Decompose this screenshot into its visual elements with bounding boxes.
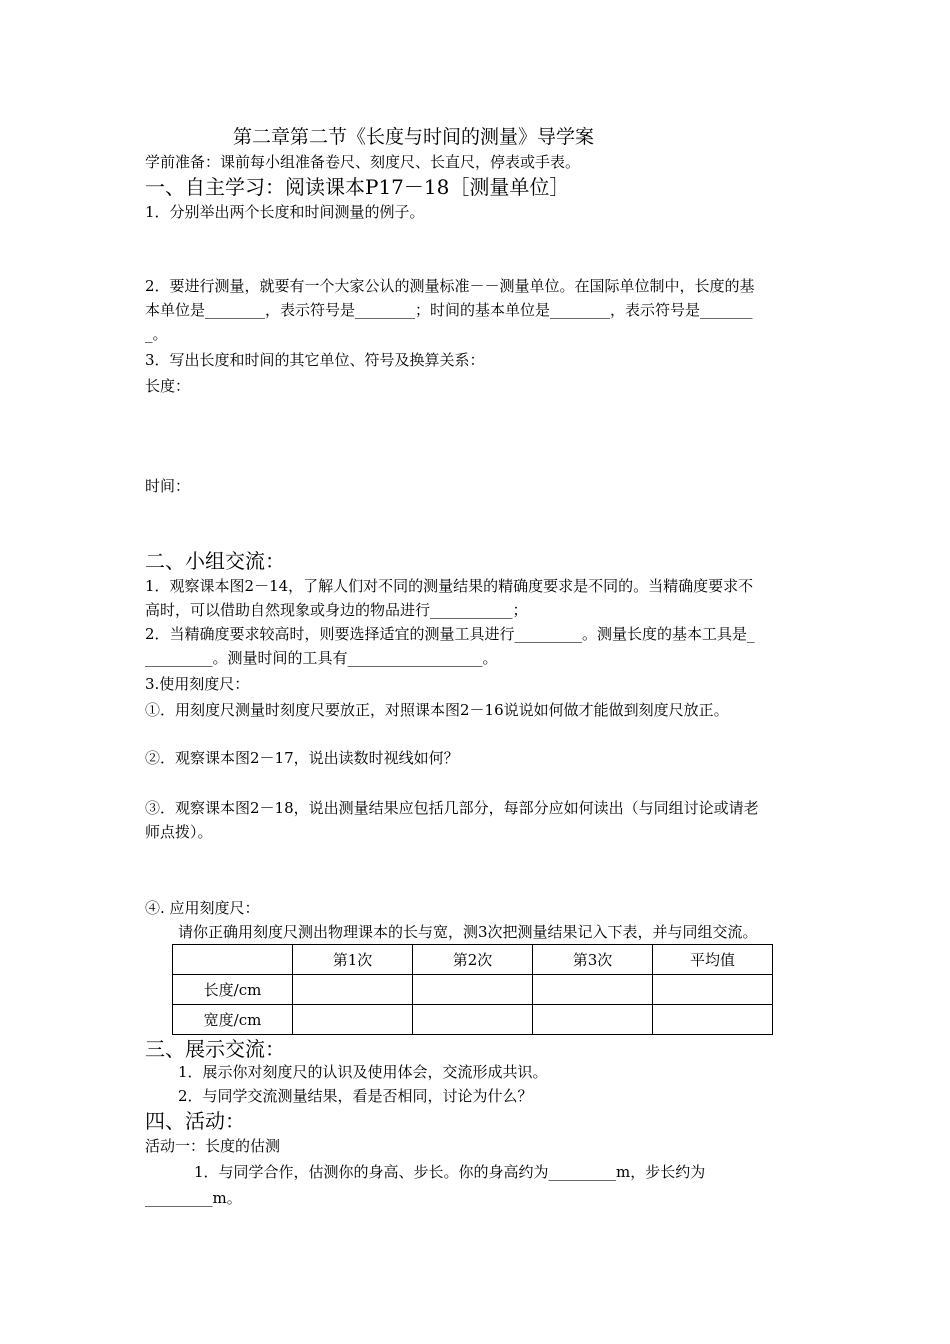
table-cell[interactable] [293, 1005, 413, 1035]
measurement-instruction: 请你正确用刻度尺测出物理课本的长与宽，测3次把测量结果记入下表，并与同组交流。 [178, 923, 758, 941]
sec1-question-3: 3．写出长度和时间的其它单位、符号及换算关系： [145, 351, 485, 369]
sec1-question-2-line-3: _。 [145, 325, 168, 343]
measurement-table [172, 944, 773, 1035]
sec1-question-2-line-1: 2．要进行测量，就要有一个大家公认的测量标准－－测量单位。在国际单位制中，长度的基 [145, 277, 755, 295]
sec2-question-2-line-1: 2．当精确度要求较高时，则要选择适宜的测量工具进行_________。测量长度的基本工具是_ [145, 625, 755, 643]
section-3-heading: 三、展示交流： [145, 1037, 285, 1061]
table-header-cell: 第1次 [293, 945, 413, 975]
table-header-cell: 第3次 [533, 945, 653, 975]
ruler-step-2: ②．观察课本图2－17，说出读数时视线如何？ [145, 749, 459, 767]
activity-1-item-1-line-2: _________m。 [145, 1189, 242, 1207]
prep-text: 学前准备：课前每小组准备卷尺、刻度尺、长直尺，停表或手表。 [145, 153, 581, 171]
row-label-length: 长度/cm [173, 975, 293, 1005]
sec3-item-1: 1．展示你对刻度尺的认识及使用体会，交流形成共识。 [178, 1063, 548, 1081]
table-header-row [173, 945, 773, 975]
section-4-heading: 四、活动： [145, 1109, 245, 1133]
ruler-step-4: ④. 应用刻度尺： [145, 899, 260, 917]
row-label-width: 宽度/cm [173, 1005, 293, 1035]
ruler-step-3-line-2: 师点拨）。 [145, 823, 213, 841]
section-2-heading: 二、小组交流： [145, 549, 285, 573]
sec2-question-3: 3.使用刻度尺： [145, 675, 250, 693]
table-header-cell: 第2次 [413, 945, 533, 975]
table-cell[interactable] [653, 1005, 773, 1035]
table-cell[interactable] [653, 975, 773, 1005]
table-row [173, 1005, 773, 1035]
table-header-cell: 平均值 [653, 945, 773, 975]
table-cell[interactable] [533, 975, 653, 1005]
time-label: 时间： [145, 477, 191, 495]
sec2-question-1-line-1: 1．观察课本图2－14，了解人们对不同的测量结果的精确度要求是不同的。当精确度要求不 [145, 577, 754, 595]
ruler-step-3-line-1: ③．观察课本图2－18，说出测量结果应包括几部分，每部分应如何读出（与同组讨论或请老 [145, 799, 759, 817]
activity-1-title: 活动一：长度的估测 [145, 1137, 281, 1155]
length-label: 长度： [145, 377, 191, 395]
table-cell[interactable] [533, 1005, 653, 1035]
sec1-question-1: 1．分别举出两个长度和时间测量的例子。 [145, 203, 425, 221]
ruler-step-1: ①．用刻度尺测量时刻度尺要放正，对照课本图2－16说说如何做才能做到刻度尺放正。 [145, 701, 729, 719]
section-1-heading: 一、自主学习：阅读课本P17－18［测量单位］ [145, 175, 570, 199]
table-row [173, 975, 773, 1005]
sec1-question-2-line-2: 本单位是________，表示符号是________；时间的基本单位是________，表示符号是_______ [145, 301, 753, 319]
sec3-item-2: 2．与同学交流测量结果，看是否相同，讨论为什么？ [178, 1087, 533, 1105]
table-cell[interactable] [413, 1005, 533, 1035]
table-header-cell [173, 945, 293, 975]
table-cell[interactable] [293, 975, 413, 1005]
sec2-question-1-line-2: 高时，可以借助自然现象或身边的物品进行___________； [145, 601, 528, 619]
activity-1-item-1-line-1: 1．与同学合作，估测你的身高、步长。你的身高约为_________m，步长约为 [194, 1163, 706, 1181]
sec2-question-2-line-2: _________。测量时间的工具有__________________。 [145, 649, 498, 667]
table-cell[interactable] [413, 975, 533, 1005]
page-title: 第二章第二节《长度与时间的测量》导学案 [233, 126, 595, 148]
